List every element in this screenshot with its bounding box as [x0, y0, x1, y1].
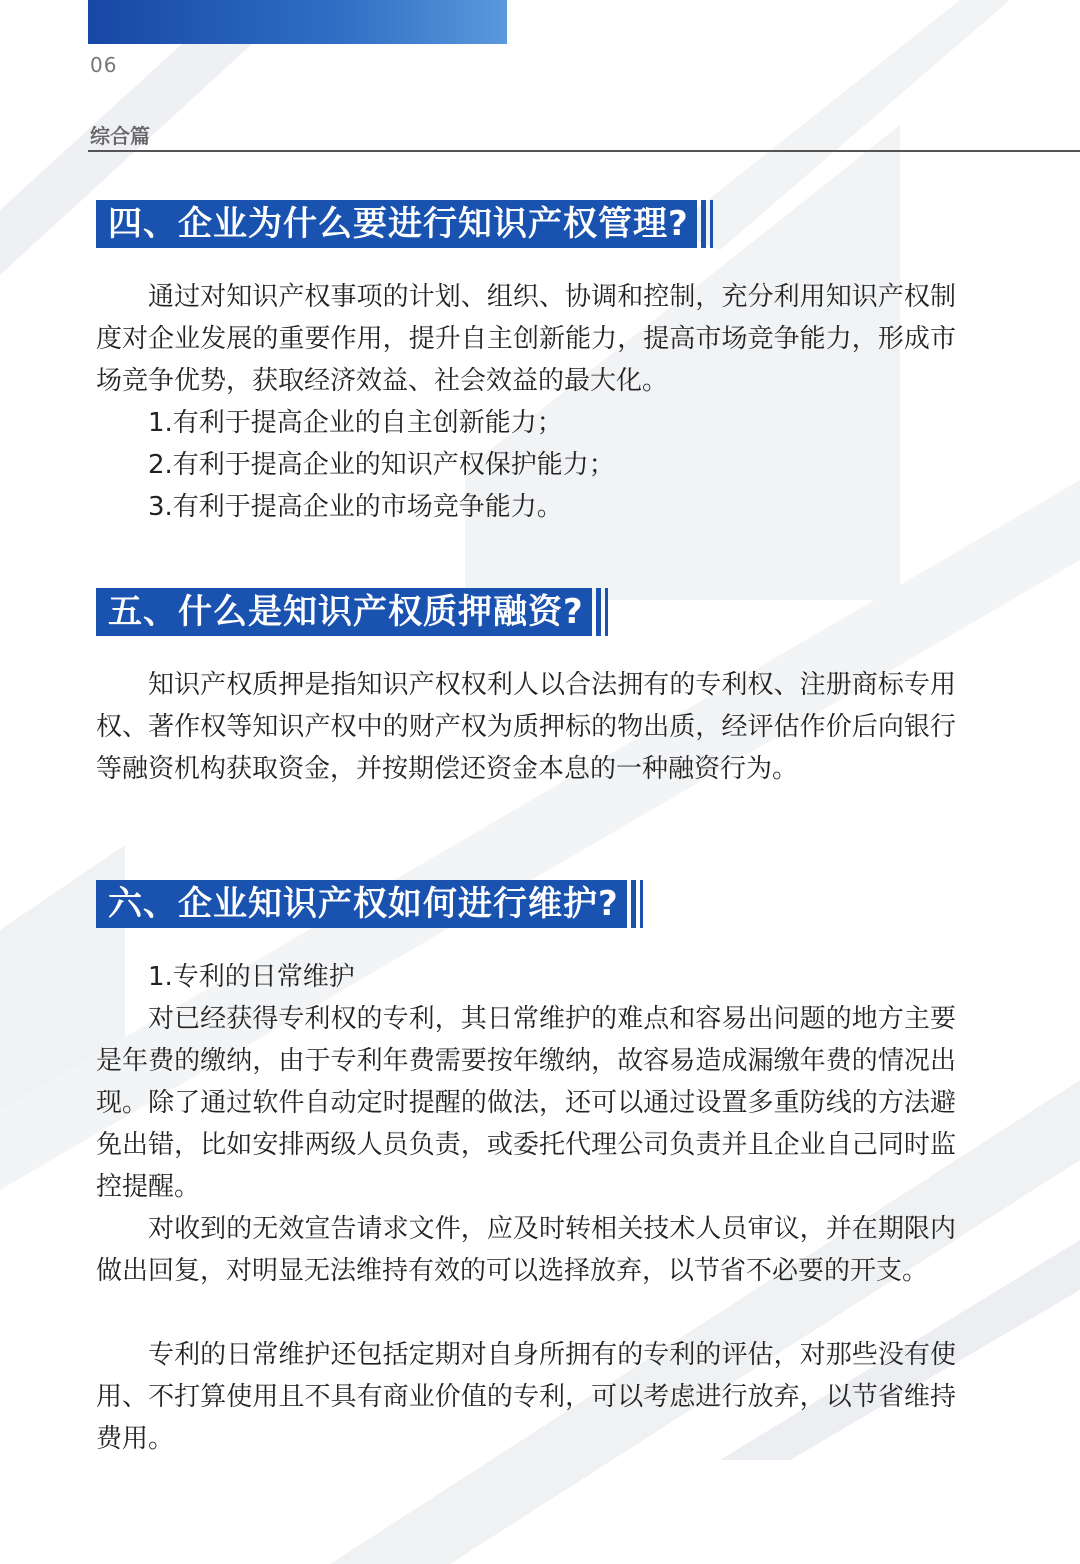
section-heading-6	[96, 880, 643, 928]
paragraph: 对已经获得专利权的专利，其日常维护的难点和容易出问题的地方主要是年费的缴纳，由于专利年费需要按年缴纳，故容易造成漏缴年费的情况出现。除了通过软件自动定时提醒的做法，还可以通过设置多重防线的方法避免出错，比如安排两级人员负责，或委托代理公司负责并且企业自己同时监控提醒。	[96, 1004, 956, 1202]
paragraph: 对收到的无效宣告请求文件，应及时转相关技术人员审议，并在期限内做出回复，对明显无法维持有效的可以选择放弃，以节省不必要的开支。	[96, 1214, 956, 1286]
paragraph: 知识产权质押是指知识产权权利人以合法拥有的专利权、注册商标专用权、著作权等知识产权中的财产权为质押标的物出质，经评估作价后向银行等融资机构获取资金，并按期偿还资金本息的一种融资行为。	[96, 670, 956, 784]
section-heading-5	[96, 588, 608, 636]
heading-accent-bar	[640, 880, 643, 928]
heading-accent-bar	[701, 200, 706, 248]
section-heading-4	[96, 200, 713, 248]
section-heading-title: 四、企业为什么要进行知识产权管理?	[96, 200, 697, 248]
subheading: 1.专利的日常维护	[148, 962, 355, 992]
heading-accent-bar	[710, 200, 713, 248]
section-heading-title: 五、什么是知识产权质押融资?	[96, 588, 592, 636]
page-number: 06	[90, 53, 118, 77]
heading-accent-bar	[631, 880, 636, 928]
list-item: 3.有利于提高企业的市场竞争能力。	[148, 492, 563, 522]
heading-accent-bar	[596, 588, 601, 636]
list-item: 1.有利于提高企业的自主创新能力；	[148, 408, 563, 438]
section-heading-title: 六、企业知识产权如何进行维护?	[96, 880, 627, 928]
list-item: 2.有利于提高企业的知识产权保护能力；	[148, 450, 615, 480]
paragraph: 通过对知识产权事项的计划、组织、协调和控制，充分利用知识产权制度对企业发展的重要作用，提升自主创新能力，提高市场竞争能力，形成市场竞争优势，获取经济效益、社会效益的最大化。	[96, 282, 956, 396]
section-name: 综合篇	[90, 124, 150, 148]
paragraph: 专利的日常维护还包括定期对自身所拥有的专利的评估，对那些没有使用、不打算使用且不具有商业价值的专利，可以考虑进行放弃，以节省维持费用。	[96, 1340, 956, 1454]
heading-accent-bar	[605, 588, 608, 636]
